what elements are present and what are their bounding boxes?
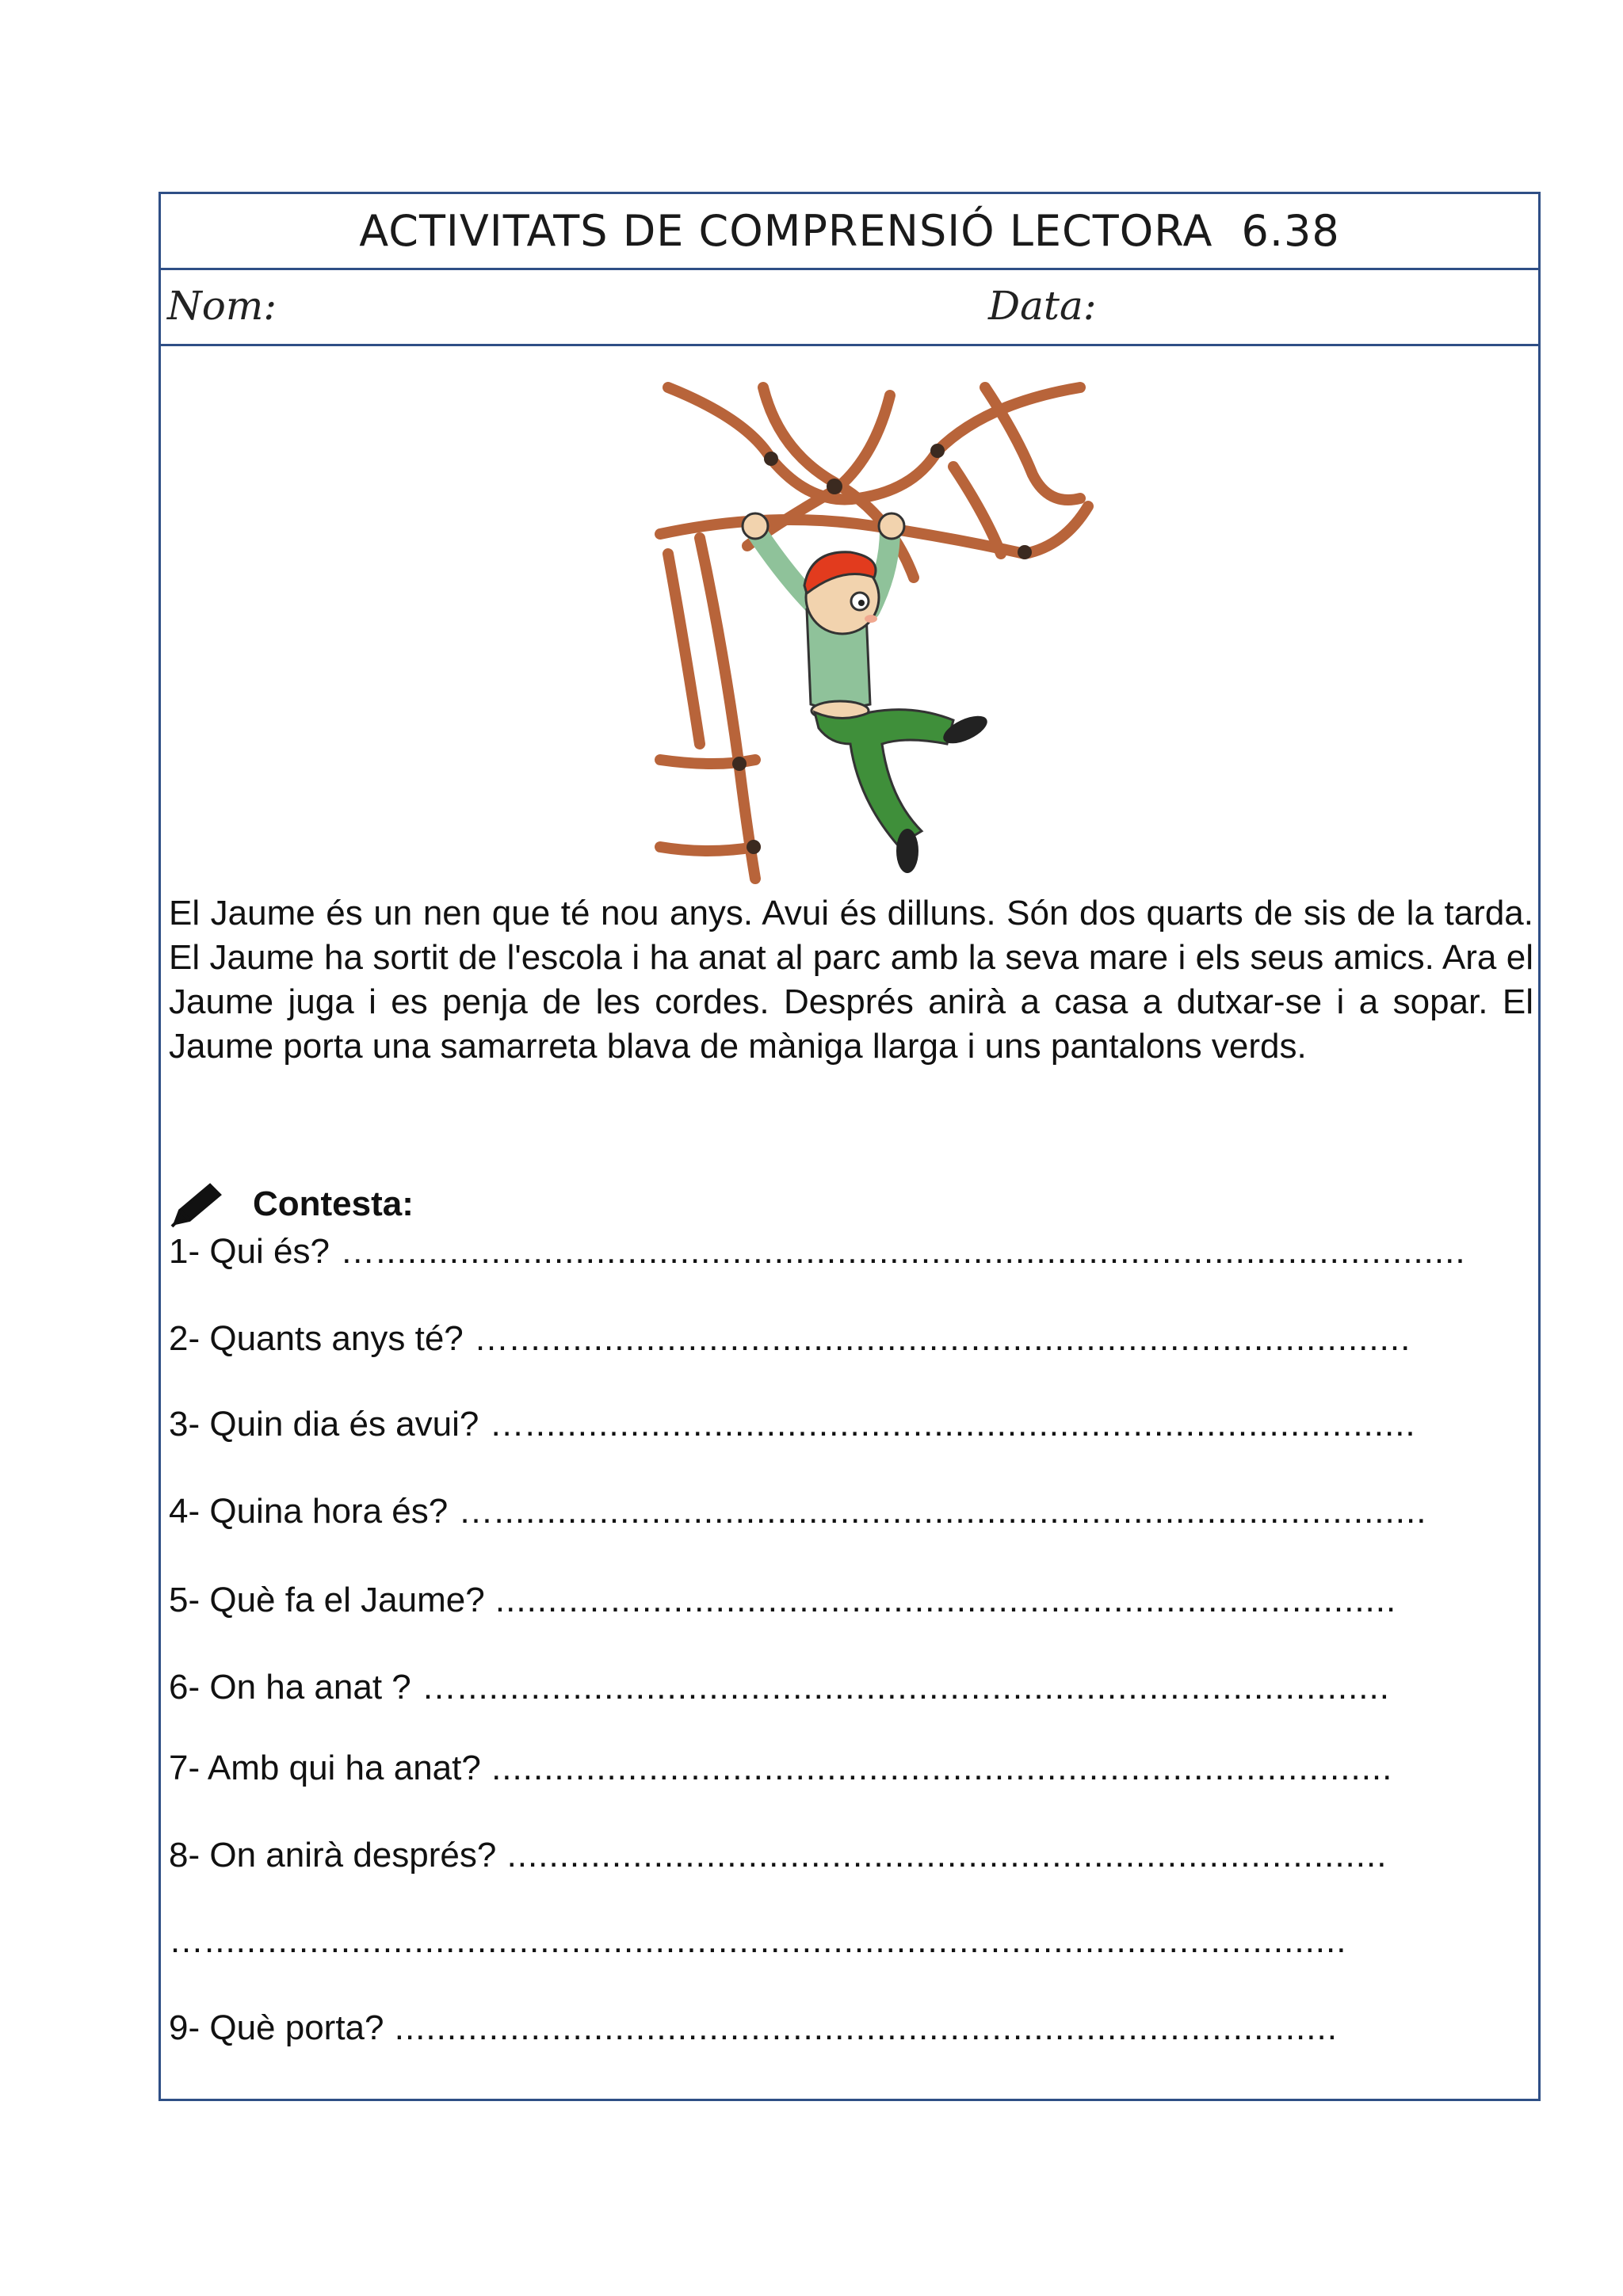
answer-line[interactable]: ...................................................................................... [480,1749,1393,1787]
question-text: 2- Quants anys té? [169,1319,464,1358]
question-5 [169,1581,1516,1620]
answer-line[interactable]: …............................................................................................................. [169,1921,1347,1960]
question-1 [169,1232,1516,1272]
answer-line[interactable]: ...................................................................................... [484,1581,1397,1619]
question-3 [169,1405,1516,1444]
name-label: Nom: [167,283,277,329]
page-title: ACTIVITATS DE COMPRENSIÓ LECTORA [359,206,1213,256]
question-6 [169,1668,1516,1707]
answer-line[interactable]: …..................................................................................... [479,1405,1416,1444]
activity-number: 6.38 [1241,206,1340,256]
boy-on-ropes-illustration [652,372,1096,887]
name-date-row [161,270,1538,346]
question-9 [169,2008,1516,2048]
question-text: 3- Quin dia és avui? [169,1405,479,1444]
worksheet-frame [158,192,1541,2101]
answer-line[interactable]: …...................................................................................... [463,1319,1411,1358]
contesta-label: Contesta: [253,1184,414,1223]
answer-line[interactable]: .......................................................................................... [384,2008,1338,2047]
answer-line[interactable]: …......................................................................................... [448,1492,1427,1531]
question-text: 9- Què porta? [169,2008,384,2047]
date-label: Data: [988,283,1097,329]
question-8-extra-line [169,1921,1516,1961]
contesta-heading [169,1177,414,1232]
question-4 [169,1492,1516,1531]
question-7 [169,1749,1516,1788]
question-text: 4- Quina hora és? [169,1492,449,1531]
answer-line[interactable]: …......................................................................................... [411,1668,1390,1707]
question-text: 7- Amb qui ha anat? [169,1749,481,1787]
answer-line[interactable]: …........................................................................................................ [329,1232,1466,1271]
question-text: 5- Què fa el Jaume? [169,1581,485,1619]
question-text: 8- On anirà després? [169,1836,497,1875]
question-text: 6- On ha anat ? [169,1668,411,1707]
story-paragraph: El Jaume és un nen que té nou anys. Avui és dilluns. Són dos quarts de sis de la tarda. El Jaume ha sortit de l'escola i ha anat al parc amb la seva mare i els seus amics. Ara el Jaume juga i es penja de les cordes. Després anirà a casa a dutxar-se i a sopar. El Jaume porta una samarreta blava de màniga llarga i uns pantalons verds. [169,894,1533,1066]
answer-line[interactable]: .................................................................................... [496,1836,1388,1875]
pencil-icon [169,1180,224,1228]
question-2 [169,1319,1516,1359]
question-text: 1- Qui és? [169,1232,330,1271]
title-row [161,194,1538,270]
question-8 [169,1836,1516,1875]
